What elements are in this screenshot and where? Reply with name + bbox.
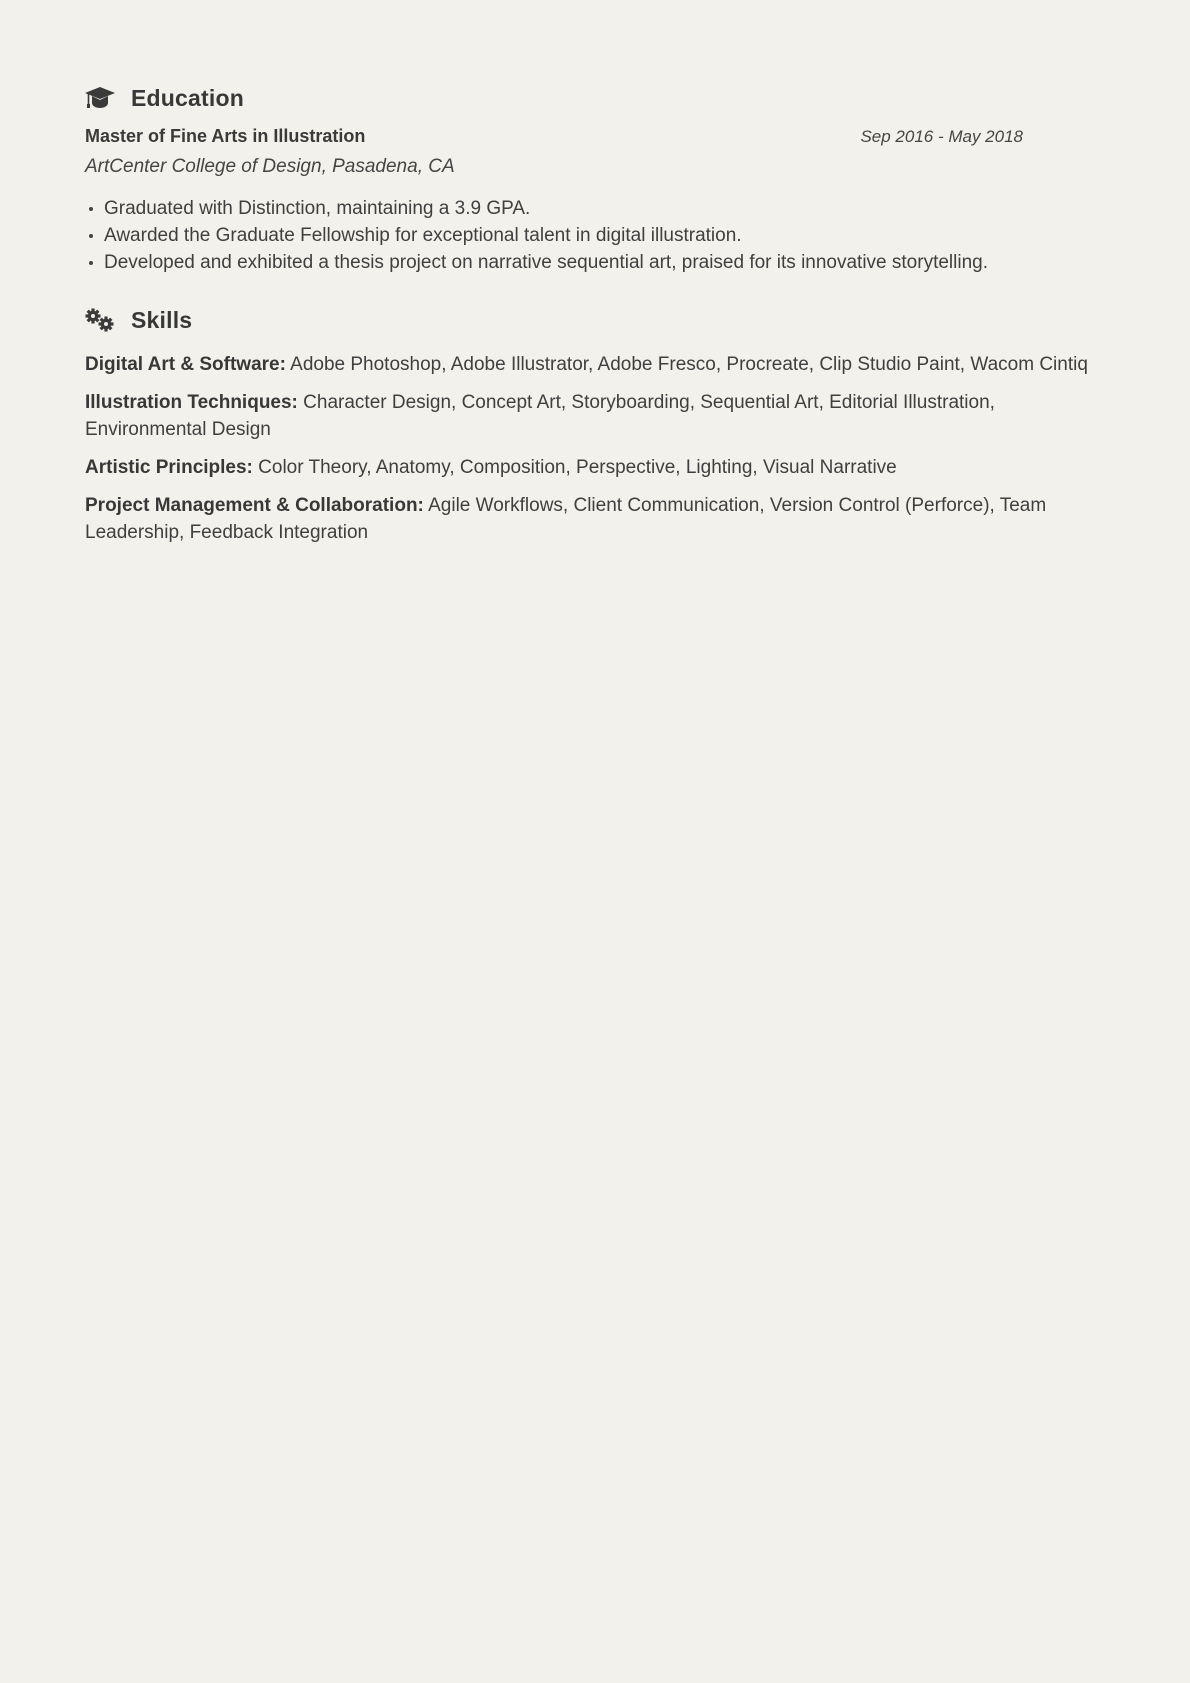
education-section <box>85 78 1105 276</box>
education-bullets <box>85 195 1105 276</box>
degree-row <box>85 126 1023 147</box>
skills-title: Skills <box>131 306 193 333</box>
education-title: Education <box>131 84 244 111</box>
education-entry <box>85 126 1105 276</box>
skill-category-items: Color Theory, Anatomy, Composition, Perspective, Lighting, Visual Narrative <box>258 457 897 478</box>
bullet-item: Awarded the Graduate Fellowship for exceptional talent in digital illustration. <box>104 222 1105 249</box>
skill-category <box>85 389 1095 443</box>
skills-section <box>85 300 1105 546</box>
skill-category-label: Artistic Principles: <box>85 457 253 478</box>
skill-category-items: Adobe Photoshop, Adobe Illustrator, Adobe Fresco, Procreate, Clip Studio Paint, Wacom Cintiq <box>290 354 1088 375</box>
graduation-cap-icon <box>85 85 117 111</box>
bullet-item: Developed and exhibited a thesis project on narrative sequential art, praised for its innovative storytelling. <box>104 249 1105 276</box>
skill-category <box>85 454 1095 481</box>
skill-category-label: Digital Art & Software: <box>85 354 286 375</box>
skills-header <box>85 300 1105 340</box>
education-dates: Sep 2016 - May 2018 <box>860 127 1023 146</box>
skill-category-items: Agile Workflows, Client Communication, Version Control (Perforce), Team Leadership, Feedback Integration <box>85 495 1047 543</box>
skill-category-label: Project Management & Collaboration: <box>85 495 424 516</box>
education-header <box>85 78 1105 118</box>
skill-category <box>85 492 1095 546</box>
skill-category <box>85 351 1095 378</box>
skill-category-items: Character Design, Concept Art, Storyboarding, Sequential Art, Editorial Illustration, Environmental Design <box>85 392 995 440</box>
bullet-item: Graduated with Distinction, maintaining a 3.9 GPA. <box>104 195 1105 222</box>
degree-title: Master of Fine Arts in Illustration <box>85 126 366 146</box>
school-name: ArtCenter College of Design, Pasadena, CA <box>85 156 455 177</box>
skill-category-label: Illustration Techniques: <box>85 392 298 413</box>
resume-page <box>85 78 1105 546</box>
gears-icon <box>85 307 117 333</box>
